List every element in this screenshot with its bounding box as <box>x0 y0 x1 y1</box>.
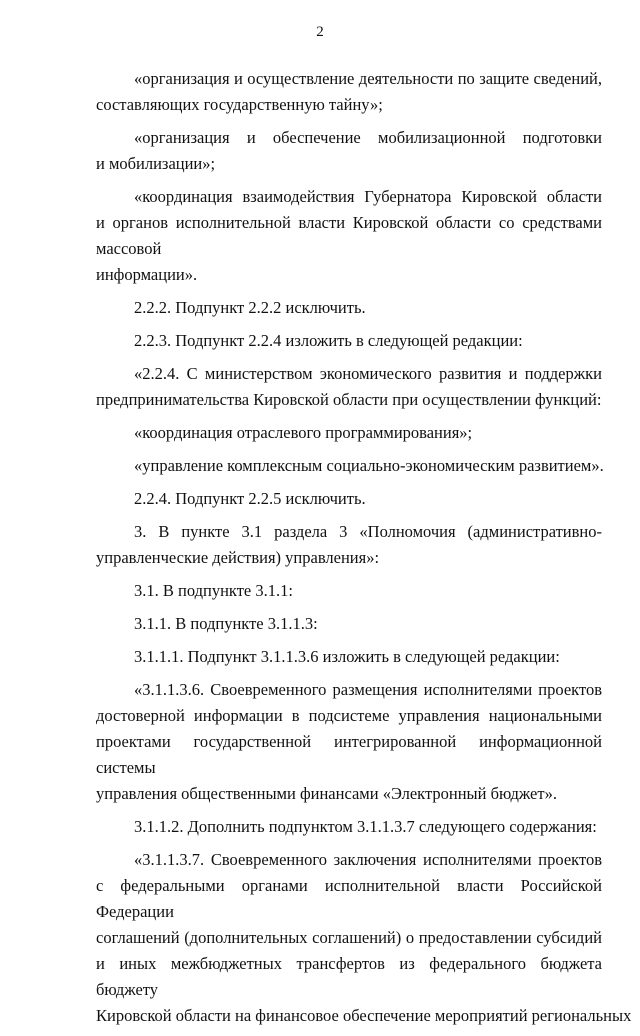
paragraph <box>96 578 602 604</box>
paragraph <box>96 814 602 840</box>
paragraph <box>96 677 602 807</box>
document-body <box>96 66 632 1036</box>
text-line: и мобилизации»; <box>96 154 216 173</box>
paragraph <box>96 644 602 670</box>
text-line: 2.2.2. Подпункт 2.2.2 исключить. <box>134 298 366 317</box>
paragraph <box>96 611 602 637</box>
text-line: Кировской области на финансовое обеспечение мероприятий региональных <box>96 1006 632 1025</box>
text-line: «3.1.1.3.7. Своевременного заключения исполнителями проектов <box>134 850 602 869</box>
paragraph <box>96 66 602 118</box>
text-line: 2.2.4. Подпункт 2.2.5 исключить. <box>134 489 366 508</box>
text-line: 3. В пункте 3.1 раздела 3 «Полномочия (административно- <box>134 522 602 541</box>
text-line: информации». <box>96 265 198 284</box>
text-line: достоверной информации в подсистеме управления национальными <box>96 706 602 725</box>
text-line: 3.1.1.1. Подпункт 3.1.1.3.6 изложить в следующей редакции: <box>134 647 560 666</box>
paragraph <box>96 125 602 177</box>
text-line: проектами государственной интегрированной информационной системы <box>96 732 602 777</box>
text-line: соглашений (дополнительных соглашений) о предоставлении субсидий <box>96 928 602 947</box>
text-line: и иных межбюджетных трансфертов из федерального бюджета бюджету <box>96 954 602 999</box>
paragraph <box>96 420 602 446</box>
page-number: 2 <box>316 24 324 40</box>
text-line: «2.2.4. С министерством экономического развития и поддержки <box>134 364 602 383</box>
text-line: «координация отраслевого программирования»; <box>134 423 473 442</box>
text-line: предпринимательства Кировской области при осуществлении функций: <box>96 390 602 409</box>
text-line: «управление комплексным социально-экономическим развитием». <box>134 456 604 475</box>
text-line: «координация взаимодействия Губернатора Кировской области <box>134 187 602 206</box>
text-line: управленческие действия) управления»: <box>96 548 380 567</box>
paragraph <box>96 847 632 1029</box>
text-line: 3.1. В подпункте 3.1.1: <box>134 581 293 600</box>
text-line: управления общественными финансами «Электронный бюджет». <box>96 784 557 803</box>
paragraph <box>96 453 602 479</box>
paragraph <box>96 486 602 512</box>
text-line: и органов исполнительной власти Кировской области со средствами массовой <box>96 213 602 258</box>
text-line: «организация и осуществление деятельности по защите сведений, <box>134 69 602 88</box>
text-line: составляющих государственную тайну»; <box>96 95 383 114</box>
text-line: 3.1.1.2. Дополнить подпунктом 3.1.1.3.7 следующего содержания: <box>134 817 597 836</box>
text-line: 2.2.3. Подпункт 2.2.4 изложить в следующей редакции: <box>134 331 523 350</box>
paragraph <box>96 184 602 288</box>
text-line: «3.1.1.3.6. Своевременного размещения исполнителями проектов <box>134 680 602 699</box>
paragraph <box>96 328 602 354</box>
paragraph <box>96 361 602 413</box>
text-line: с федеральными органами исполнительной власти Российской Федерации <box>96 876 602 921</box>
paragraph <box>96 295 602 321</box>
text-line: 3.1.1. В подпункте 3.1.1.3: <box>134 614 318 633</box>
text-line: «организация и обеспечение мобилизационной подготовки <box>134 128 602 147</box>
paragraph <box>96 519 602 571</box>
